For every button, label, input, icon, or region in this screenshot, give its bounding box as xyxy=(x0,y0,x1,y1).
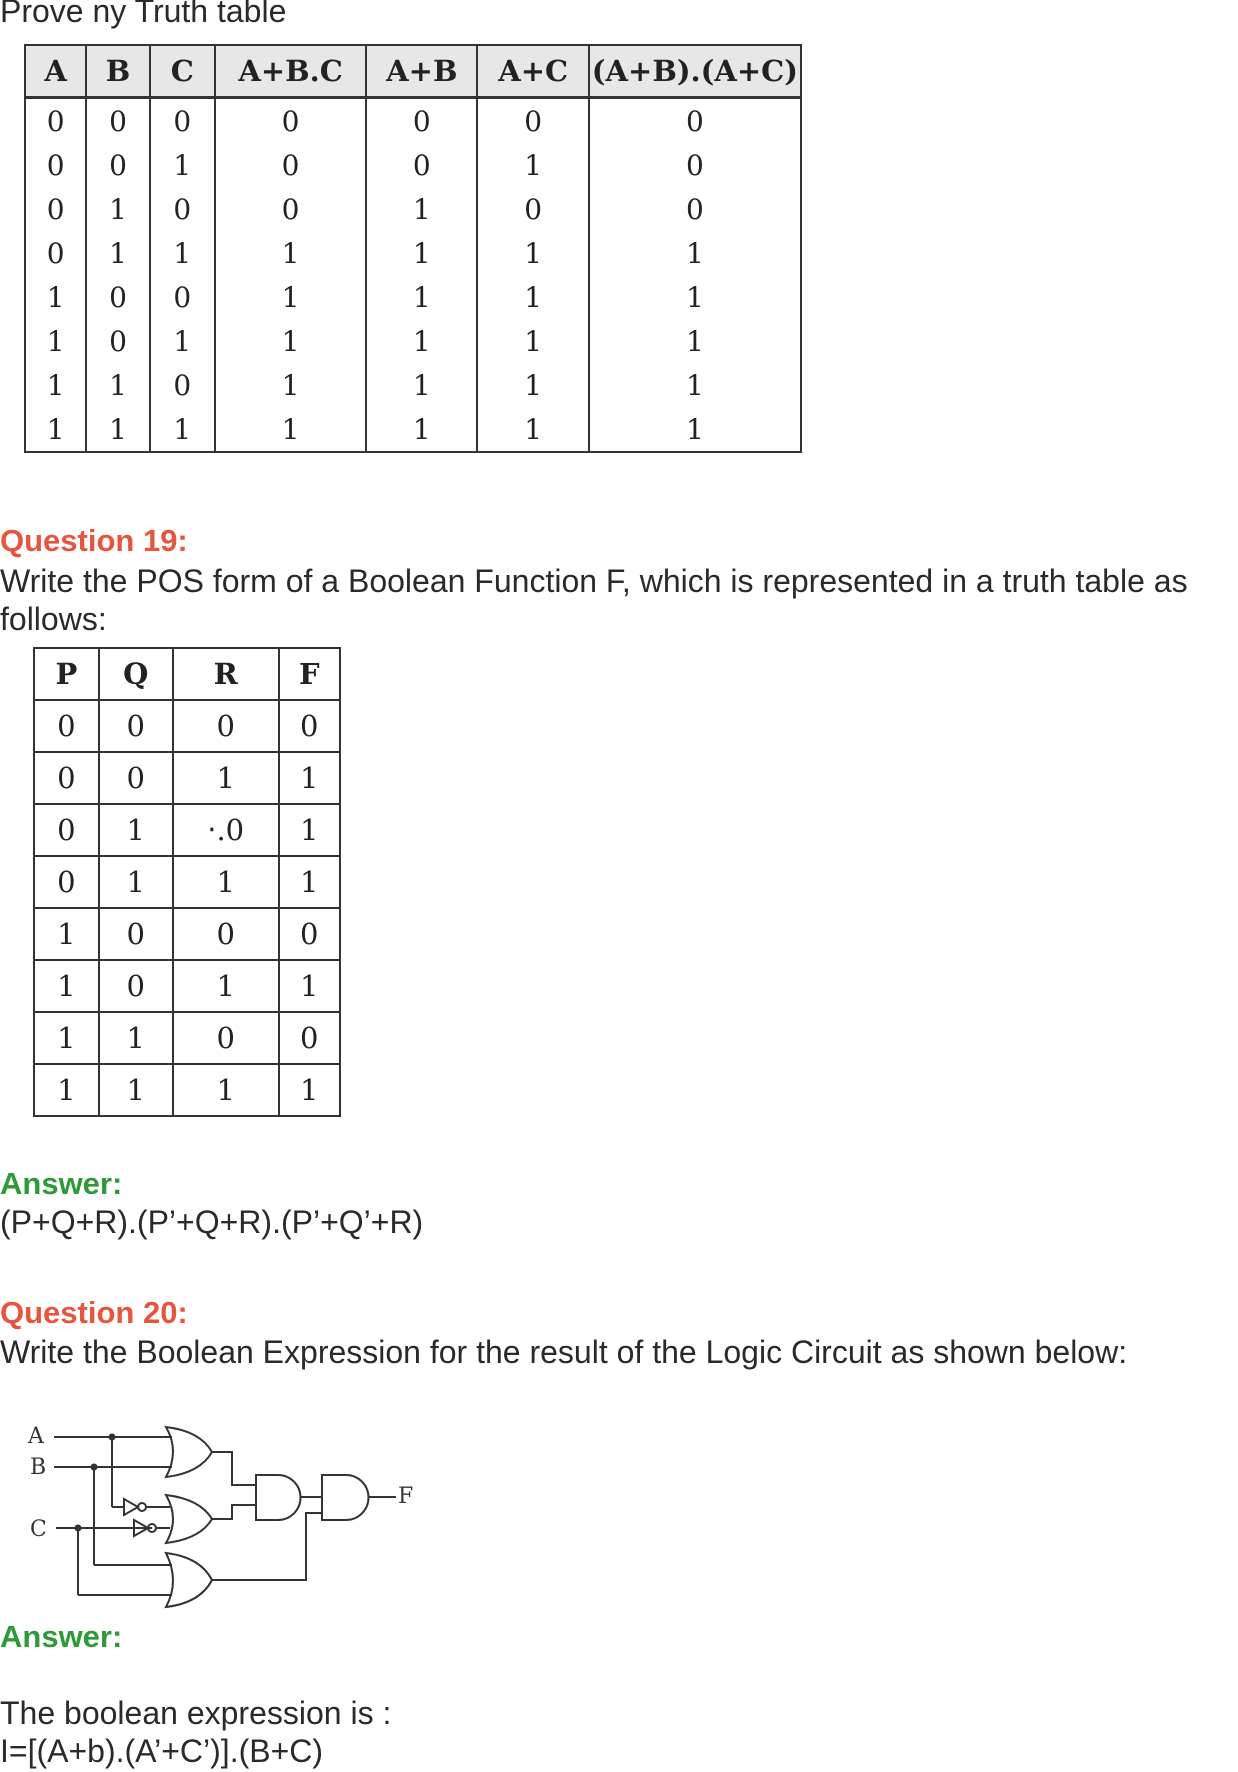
table-cell: 1 xyxy=(589,275,801,319)
table-cell: 1 xyxy=(279,856,340,908)
table-cell: 1 xyxy=(173,752,279,804)
table-cell: 1 xyxy=(86,363,149,407)
truth-table-1 xyxy=(24,44,802,453)
table-cell: 1 xyxy=(86,407,149,452)
table-cell: 0 xyxy=(477,187,588,231)
table-cell: 1 xyxy=(150,319,215,363)
table-row xyxy=(34,908,340,960)
question-19-text-line2: follows: xyxy=(0,601,107,637)
table-header: R xyxy=(173,648,279,700)
table-row xyxy=(25,143,801,187)
table-cell: 1 xyxy=(477,143,588,187)
table-cell: 0 xyxy=(34,700,99,752)
table-cell: 0 xyxy=(25,231,86,275)
table-cell: 0 xyxy=(215,143,366,187)
table-header: A+B.C xyxy=(215,45,366,98)
table-cell: 0 xyxy=(215,187,366,231)
table-cell: 1 xyxy=(366,231,477,275)
output-label-f: F xyxy=(398,1484,414,1509)
table-body xyxy=(34,700,340,1116)
table-cell: 1 xyxy=(366,187,477,231)
table-cell: 1 xyxy=(173,856,279,908)
table-cell: 1 xyxy=(589,319,801,363)
table-cell: 1 xyxy=(99,1012,173,1064)
table-cell: 1 xyxy=(366,319,477,363)
table-cell: 0 xyxy=(173,1012,279,1064)
table-row xyxy=(34,856,340,908)
table-cell: 1 xyxy=(589,363,801,407)
table-cell: 0 xyxy=(150,363,215,407)
table-header: A+C xyxy=(477,45,588,98)
table-cell: 1 xyxy=(477,363,588,407)
table-cell: 1 xyxy=(99,856,173,908)
question-19-heading: Question 19: xyxy=(0,523,188,558)
table-cell: 1 xyxy=(279,960,340,1012)
table-cell: 1 xyxy=(34,1064,99,1116)
table-cell: 0 xyxy=(34,752,99,804)
table-cell: 1 xyxy=(25,363,86,407)
table-cell: 0 xyxy=(86,98,149,144)
table-cell: 0 xyxy=(86,319,149,363)
table-cell: 1 xyxy=(25,319,86,363)
table-row xyxy=(34,1064,340,1116)
not-gate-a xyxy=(124,1499,138,1515)
question-20-answer-heading: Answer: xyxy=(0,1619,123,1654)
table-row xyxy=(34,960,340,1012)
table-cell: 0 xyxy=(279,1012,340,1064)
table-cell: 0 xyxy=(99,700,173,752)
table-body xyxy=(25,98,801,453)
wire-or3-to-and2 xyxy=(212,1513,322,1580)
table-cell: 1 xyxy=(25,275,86,319)
table-cell: 1 xyxy=(215,275,366,319)
table-cell: 0 xyxy=(279,908,340,960)
table-row xyxy=(34,752,340,804)
table-row xyxy=(25,319,801,363)
table-header: C xyxy=(150,45,215,98)
or-gate-3 xyxy=(166,1553,212,1607)
table-cell: 1 xyxy=(34,908,99,960)
junction-b xyxy=(91,1464,98,1471)
question-19-answer: (P+Q+R).(P’+Q+R).(P’+Q’+R) xyxy=(0,1204,424,1240)
table-cell: 0 xyxy=(86,143,149,187)
table-cell: 0 xyxy=(215,98,366,144)
table-cell: 0 xyxy=(589,98,801,144)
table-cell: 1 xyxy=(477,275,588,319)
table-row xyxy=(34,1012,340,1064)
question-20-text: Write the Boolean Expression for the result of the Logic Circuit as shown below: xyxy=(0,1334,1128,1370)
table-cell: 0 xyxy=(25,143,86,187)
table-header: A xyxy=(25,45,86,98)
table-cell: 1 xyxy=(215,231,366,275)
table-cell: 1 xyxy=(173,960,279,1012)
intro-text: Prove ny Truth table xyxy=(0,0,287,29)
table-row xyxy=(25,98,801,144)
input-label-c: C xyxy=(30,1517,47,1542)
or-gate-1 xyxy=(166,1427,212,1477)
table-cell: 1 xyxy=(25,407,86,452)
table-row xyxy=(25,231,801,275)
table-header: F xyxy=(279,648,340,700)
truth-table-pqr xyxy=(33,647,341,1117)
table-row xyxy=(34,804,340,856)
table-cell: 0 xyxy=(99,960,173,1012)
table-cell: 1 xyxy=(215,407,366,452)
table-row xyxy=(25,407,801,452)
question-20-answer-line1: The boolean expression is : xyxy=(0,1695,392,1731)
table-cell: 1 xyxy=(366,363,477,407)
table-cell: 1 xyxy=(150,143,215,187)
and-gate-1 xyxy=(256,1475,301,1520)
table-cell: 1 xyxy=(86,187,149,231)
table-cell: 1 xyxy=(215,319,366,363)
table-cell: 1 xyxy=(150,407,215,452)
question-20-heading: Question 20: xyxy=(0,1295,188,1330)
table-cell: 1 xyxy=(86,231,149,275)
table-cell: ‧.0 xyxy=(173,804,279,856)
table-cell: 1 xyxy=(589,231,801,275)
table-cell: 0 xyxy=(173,700,279,752)
table-cell: 1 xyxy=(99,1064,173,1116)
junction-a xyxy=(109,1434,116,1441)
table-cell: 0 xyxy=(86,275,149,319)
table-cell: 1 xyxy=(366,407,477,452)
table-row xyxy=(34,700,340,752)
table-cell: 0 xyxy=(366,143,477,187)
table-cell: 0 xyxy=(173,908,279,960)
input-label-b: B xyxy=(30,1455,47,1480)
and-gate-2 xyxy=(322,1475,369,1520)
table-cell: 0 xyxy=(279,700,340,752)
table-cell: 0 xyxy=(99,908,173,960)
table-cell: 1 xyxy=(279,1064,340,1116)
table-cell: 1 xyxy=(589,407,801,452)
table-cell: 1 xyxy=(477,319,588,363)
table-cell: 1 xyxy=(34,960,99,1012)
table-row xyxy=(25,187,801,231)
table-cell: 1 xyxy=(150,231,215,275)
table-cell: 0 xyxy=(150,275,215,319)
table-header-row xyxy=(34,648,340,700)
table-header: Q xyxy=(99,648,173,700)
logic-circuit-diagram xyxy=(20,1405,480,1615)
table-cell: 1 xyxy=(173,1064,279,1116)
table-row xyxy=(25,363,801,407)
table-cell: 1 xyxy=(34,1012,99,1064)
table-row xyxy=(25,275,801,319)
question-20-answer-line2: I=[(A+b).(A’+C’)].(B+C) xyxy=(0,1733,324,1769)
wire-or1-to-and1 xyxy=(212,1452,256,1485)
table-cell: 0 xyxy=(150,98,215,144)
table-cell: 0 xyxy=(25,187,86,231)
table-header: (A+B).(A+C) xyxy=(589,45,801,98)
table-cell: 0 xyxy=(366,98,477,144)
table-cell: 0 xyxy=(589,187,801,231)
table-header: A+B xyxy=(366,45,477,98)
table-cell: 0 xyxy=(477,98,588,144)
table-cell: 1 xyxy=(366,275,477,319)
junction-c xyxy=(75,1525,82,1532)
or-gate-2 xyxy=(166,1495,212,1543)
table-header: P xyxy=(34,648,99,700)
table-cell: 0 xyxy=(25,98,86,144)
table-cell: 1 xyxy=(477,407,588,452)
table-cell: 0 xyxy=(34,856,99,908)
table-cell: 1 xyxy=(279,752,340,804)
question-19-answer-heading: Answer: xyxy=(0,1166,123,1201)
table-header-row xyxy=(25,45,801,98)
table-header: B xyxy=(86,45,149,98)
table-cell: 0 xyxy=(99,752,173,804)
table-cell: 0 xyxy=(589,143,801,187)
table-cell: 0 xyxy=(34,804,99,856)
wire-or2-to-and1 xyxy=(212,1505,256,1519)
table-cell: 1 xyxy=(99,804,173,856)
question-19-text-line1: Write the POS form of a Boolean Function F, which is represented in a truth table as xyxy=(0,563,1188,599)
table-cell: 1 xyxy=(279,804,340,856)
table-cell: 1 xyxy=(477,231,588,275)
table-cell: 0 xyxy=(150,187,215,231)
input-label-a: A xyxy=(28,1424,44,1449)
table-cell: 1 xyxy=(215,363,366,407)
